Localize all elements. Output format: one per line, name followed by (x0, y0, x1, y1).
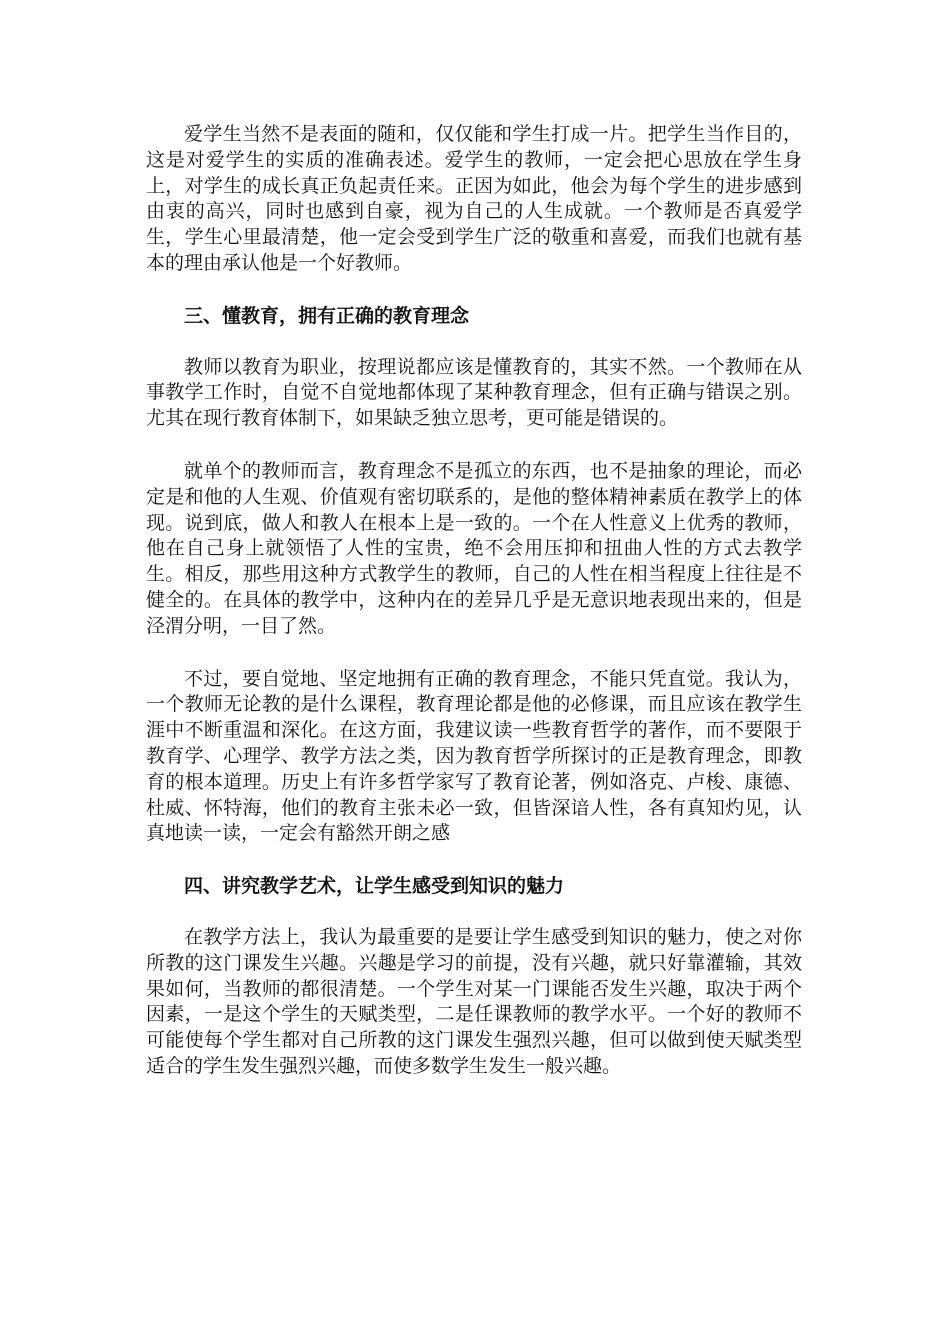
section-heading-4: 四、讲究教学艺术，让学生感受到知识的魅力 (184, 875, 565, 898)
paragraph-education-philosophy: 就单个的教师而言，教育理念不是孤立的东西，也不是抽象的理论，而必定是和他的人生观、价值观有密切联系的，是他的整体精神素质在教学上的体现。说到底，做人和教人在根本上是一致的。一个在人性意义上优秀的教师，他在自己身上就领悟了人性的宝贵，绝不会用压抑和扭曲人性的方式去教学生。相反，那些用这种方式教学生的教师，自己的人性在相当程度上往往是不健全的。在具体的教学中，这种内在的差异几乎是无意识地表现出来的，但是泾渭分明，一目了然。 (146, 459, 802, 637)
paragraph-education-career: 教师以教育为职业，按理说都应该是懂教育的，其实不然。一个教师在从事教学工作时，自觉不自觉地都体现了某种教育理念，但有正确与错误之别。尤其在现行教育体制下，如果缺乏独立思考，更可能是错误的。 (146, 355, 802, 430)
section-heading-3: 三、懂教育，拥有正确的教育理念 (184, 304, 470, 327)
paragraph-love-students: 爱学生当然不是表面的随和，仅仅能和学生打成一片。把学生当作目的，这是对爱学生的实质的准确表述。爱学生的教师，一定会把心思放在学生身上，对学生的成长真正负起责任来。正因为如此，他会为每个学生的进步感到由衷的高兴，同时也感到自豪，视为自己的人生成就。一个教师是否真爱学生，学生心里最清楚，他一定会受到学生广泛的敬重和喜爱，而我们也就有基本的理由承认他是一个好教师。 (146, 123, 802, 274)
paragraph-education-theory: 不过，要自觉地、坚定地拥有正确的教育理念，不能只凭直觉。我认为，一个教师无论教的是什么课程，教育理论都是他的必修课，而且应该在教学生涯中不断重温和深化。在这方面，我建议读一些教育哲学的著作，而不要限于教育学、心理学、教学方法之类，因为教育哲学所探讨的正是教育理念，即教育的根本道理。历史上有许多哲学家写了教育论著，例如洛克、卢梭、康德、杜威、怀特海，他们的教育主张未必一致，但皆深谙人性，各有真知灼见，认真地读一读，一定会有豁然开朗之感 (146, 667, 802, 845)
document-page (146, 122, 802, 1107)
paragraph-teaching-method: 在教学方法上，我认为最重要的是要让学生感受到知识的魅力，使之对你所教的这门课发生兴趣。兴趣是学习的前提，没有兴趣，就只好靠灌输，其效果如何，当教师的都很清楚。一个学生对某一门课能否发生兴趣，取决于两个因素，一是这个学生的天赋类型，二是任课教师的教学水平。一个好的教师不可能使每个学生都对自己所教的这门课发生强烈兴趣，但可以做到使天赋类型适合的学生发生强烈兴趣，而使多数学生发生一般兴趣。 (146, 925, 802, 1077)
